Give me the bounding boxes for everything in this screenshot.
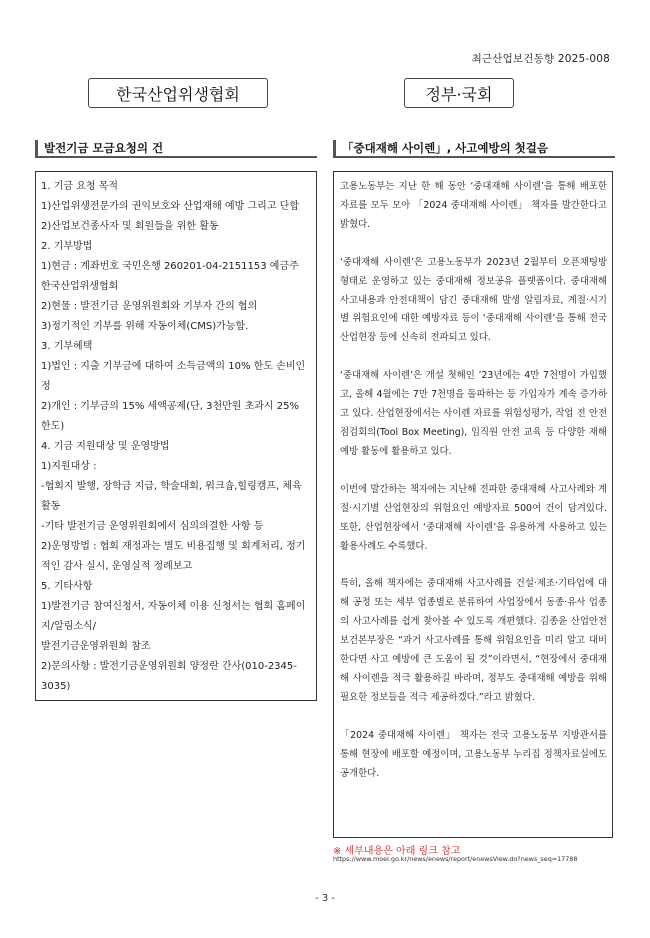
fund-line: 5. 기타사항 [41, 581, 93, 592]
fund-line: -기타 발전기금 운영위원회에서 심의의결한 사항 등 [41, 521, 264, 532]
page-number: - 3 - [315, 893, 335, 904]
fund-line: 4. 기금 지원대상 및 운영방법 [41, 441, 170, 452]
article-paragraph: 특히, 올해 책자에는 중대재해 사고사례를 건설·제조·기타업에 대해 공정 또는 세부 업종별로 분류하여 사업장에서 동종·유사 업종의 사고사례를 쉽게 찾아볼 수 있도록 개편했다. 김종윤 산업안전보건본부장은 “과거 사고사례를 통해 위험요인을 미리 알고 대비한다면 사고 예방에 큰 도움이 될 것”이라면서, “현장에서 중대재해 사이렌을 적극 활용하길 바라며, 정부도 중대재해 예방을 위해 필요한 정보들을 적극 제공하겠다.”라고 밝혔다. [340, 578, 607, 703]
fund-line: 발전기금운영위원회 참조 [41, 641, 151, 652]
siren-article-box [333, 171, 613, 838]
fund-line: 1)지원대상 : [41, 461, 97, 472]
fund-line: 1)법인 : 지출 기부금에 대하여 소득금액의 10% 한도 손비인정 [41, 361, 306, 392]
fundraising-content-box [35, 171, 317, 701]
fund-line: 1)현금 : 계좌번호 국민은행 260201-04-2151153 예금주 한국산업위생협회 [41, 261, 299, 292]
article-paragraph: ‘중대재해 사이렌’은 고용노동부가 2023년 2월부터 오픈채팅방 형태로 운영하고 있는 중대재해 정보공유 플랫폼이다. 중대재해 사고내용과 안전대책이 담긴 중대재해 발생 알림자료, 계절·시기별 위험요인에 대한 예방자료 등이 ‘중대재해 사이렌’을 통해 전국 산업현장 등에 신속히 전파되고 있다. [340, 256, 607, 344]
reference-note: ※ 세부내용은 아래 링크 참고 [333, 846, 461, 857]
right-article-title: 「중대재해 사이렌」, 사고예방의 첫걸음 [333, 140, 615, 158]
fund-line: 2)산업보건종사자 및 회원들을 위한 활동 [41, 221, 219, 232]
article-paragraph: 「2024 중대재해 사이렌」 책자는 전국 고용노동부 지방관서를 통해 현장에 배포할 예정이며, 고용노동부 누리집 정책자료실에도 공개한다. [340, 729, 607, 779]
fund-line: 1)발전기금 참여신청서, 자동이체 이용 신청서는 협회 홈페이지/알림소식/ [41, 601, 306, 632]
fund-line: 2)문의사항 : 발전기금운영위원회 양정란 간사(010-2345-3035) [41, 661, 297, 692]
fund-line: 1)산업위생전문가의 권익보호와 산업재해 예방 그리고 단합 [41, 201, 299, 212]
fund-line: 2. 기부방법 [41, 241, 93, 252]
fund-line: 3)정기적인 기부를 위해 자동이체(CMS)가능함. [41, 321, 249, 332]
fund-line: 2)운영방법 : 협회 재정과는 별도 비용집행 및 회계처리, 정기적인 감사 실시, 운영실적 정례보고 [41, 541, 306, 572]
article-paragraph: 이번에 발간하는 책자에는 지난해 전파한 중대재해 사고사례와 계절·시기별 산업현장의 위험요인 예방자료 500여 건이 담겨있다. 또한, 산업현장에서 ‘중대재해 사이렌’을 유용하게 사용하고 있는 활용사례도 수록했다. [340, 483, 607, 552]
section-tab-government: 정부·국회 [404, 78, 514, 108]
reference-link[interactable]: https://www.moel.go.kr/news/enews/report/enewsView.do?news_seq=17788 [333, 855, 578, 863]
article-paragraph: 고용노동부는 지난 한 해 동안 ‘중대재해 사이렌’을 통해 배포한 자료를 모두 모아 「2024 중대재해 사이렌」 책자를 발간한다고 밝혔다. [340, 181, 607, 230]
header-title: 최근산업보건동향 2025-008 [471, 53, 610, 65]
fund-line: -협회지 발행, 장학금 지급, 학술대회, 워크숍,힐링캠프, 체육활동 [41, 481, 302, 512]
fund-line: 2)현물 : 발전기금 운영위원회와 기부자 간의 협의 [41, 301, 258, 312]
fund-line: 3. 기부혜택 [41, 341, 93, 352]
fund-line: 2)개인 : 기부금의 15% 세액공제(단, 3천만원 초과시 25% 한도) [41, 401, 299, 432]
left-article-title: 발전기금 모금요청의 건 [35, 140, 317, 158]
fund-line: 1. 기금 요청 목적 [41, 181, 119, 192]
article-paragraph: ‘중대재해 사이렌’은 개설 첫해인 ’23년에는 4만 7천명이 가입했고, 올해 4월에는 7만 7천명을 돌파하는 등 가입자가 계속 증가하고 있다. 산업현장에서는 사이렌 자료를 위험성평가, 작업 전 안전점검회의(Tool Box Meeting), 임직원 안전 교육 등 다양한 재해예방 활동에 활용하고 있다. [340, 370, 607, 457]
section-tab-association: 한국산업위생협회 [88, 78, 268, 108]
